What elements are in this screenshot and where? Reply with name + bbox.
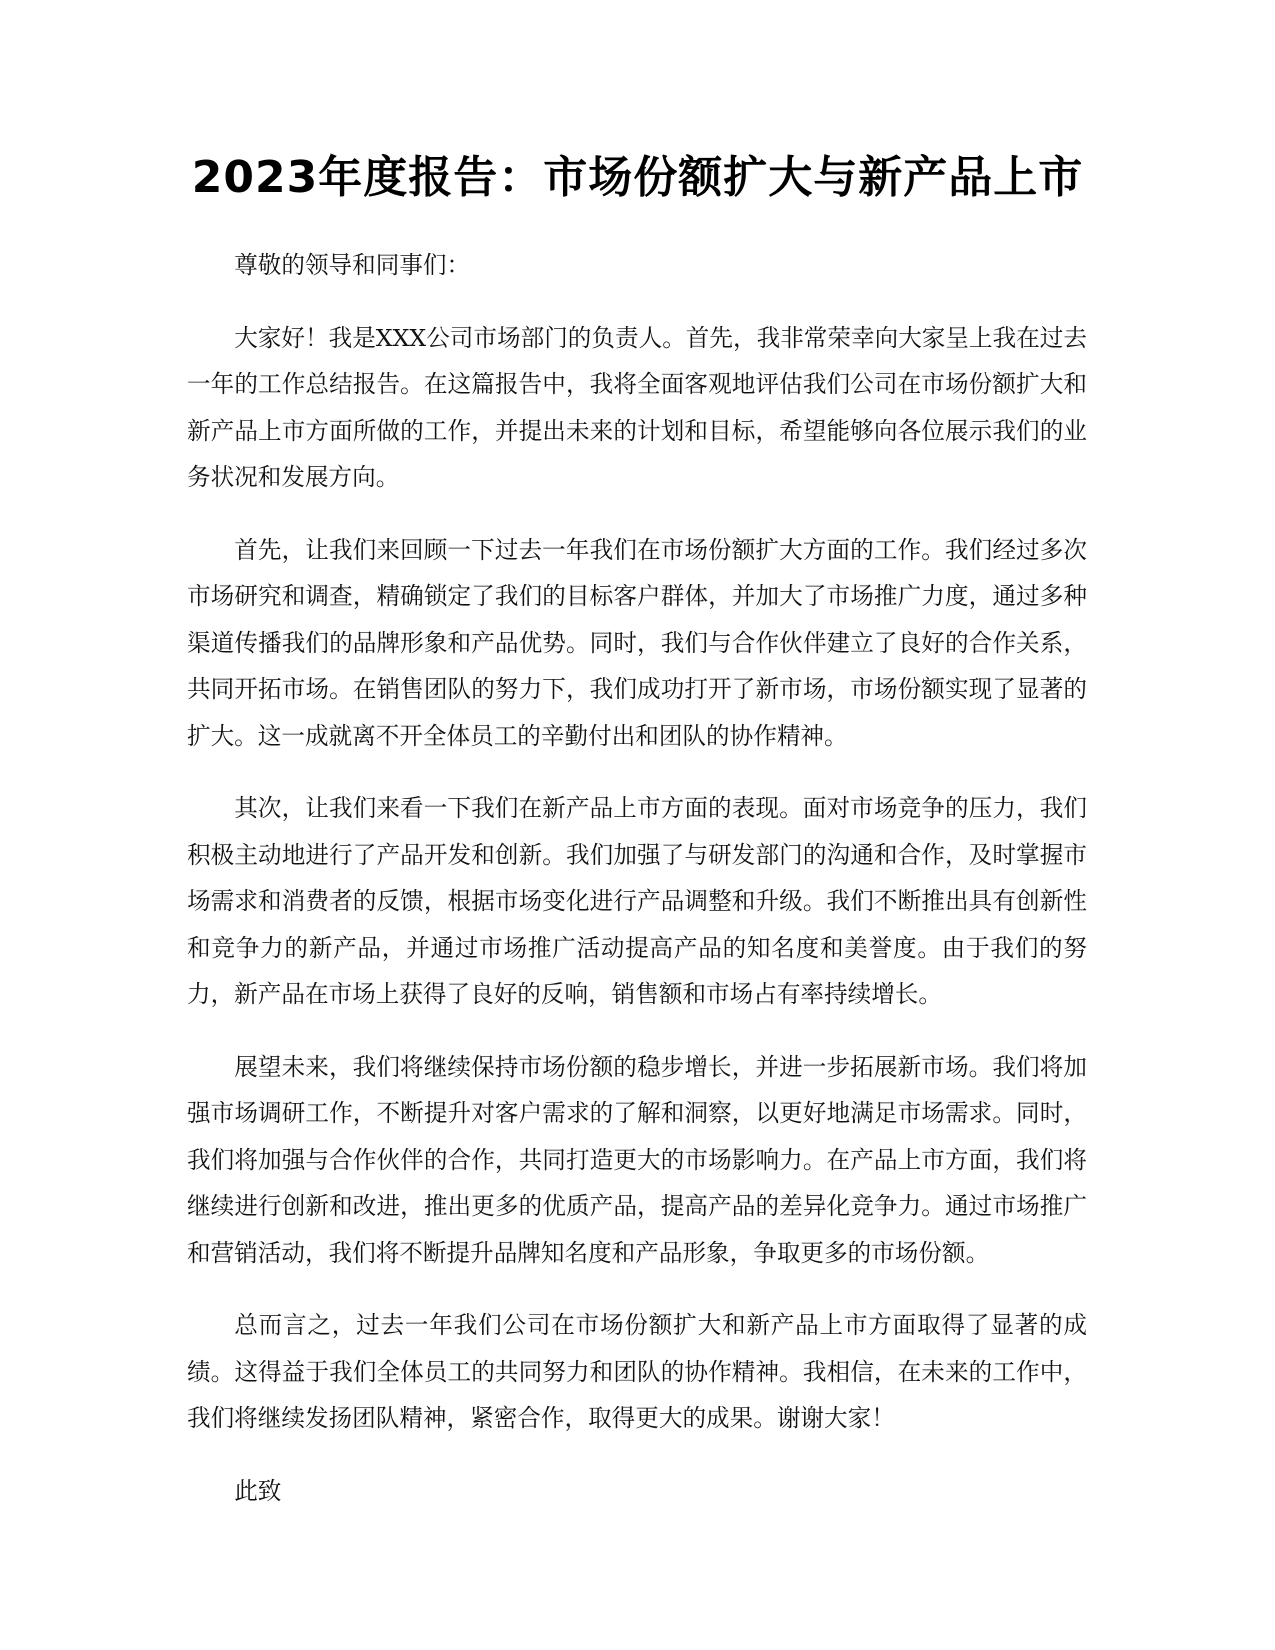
document-title: 2023年度报告：市场份额扩大与新产品上市 xyxy=(191,152,1084,203)
paragraph-summary: 总而言之，过去一年我们公司在市场份额扩大和新产品上市方面取得了显著的成绩。这得益于我们全体员工的共同努力和团队的协作精神。我相信，在未来的工作中，我们将继续发扬团队精神，紧密合作，取得更大的成果。谢谢大家！ xyxy=(187,1311,1087,1432)
salutation: 尊敬的领导和同事们： xyxy=(234,251,471,279)
paragraph-market-share: 首先，让我们来回顾一下过去一年我们在市场份额扩大方面的工作。我们经过多次市场研究和调查，精确锁定了我们的目标客户群体，并加大了市场推广力度，通过多种渠道传播我们的品牌形象和产品优势。同时，我们与合作伙伴建立了良好的合作关系，共同开拓市场。在销售团队的努力下，我们成功打开了新市场，市场份额实现了显著的扩大。这一成就离不开全体员工的辛勤付出和团队的协作精神。 xyxy=(187,535,1087,750)
closing: 此致 xyxy=(234,1476,282,1505)
paragraph-new-products: 其次，让我们来看一下我们在新产品上市方面的表现。面对市场竞争的压力，我们积极主动地进行了产品开发和创新。我们加强了与研发部门的沟通和合作，及时掌握市场需求和消费者的反馈，根据市场变化进行产品调整和升级。我们不断推出具有创新性和竞争力的新产品，并通过市场推广活动提高产品的知名度和美誉度。由于我们的努力，新产品在市场上获得了良好的反响，销售额和市场占有率持续增长。 xyxy=(187,794,1087,1008)
paragraph-outlook: 展望未来，我们将继续保持市场份额的稳步增长，并进一步拓展新市场。我们将加强市场调研工作，不断提升对客户需求的了解和洞察，以更好地满足市场需求。同时，我们将加强与合作伙伴的合作，共同打造更大的市场影响力。在产品上市方面，我们将继续进行创新和改进，推出更多的优质产品，提高产品的差异化竞争力。通过市场推广和营销活动，我们将不断提升品牌知名度和产品形象，争取更多的市场份额。 xyxy=(187,1052,1087,1267)
document-body xyxy=(187,242,1087,1540)
paragraph-intro: 大家好！我是XXX公司市场部门的负责人。首先，我非常荣幸向大家呈上我在过去一年的工作总结报告。在这篇报告中，我将全面客观地评估我们公司在市场份额扩大和新产品上市方面所做的工作，并提出未来的计划和目标，希望能够向各位展示我们的业务状况和发展方向。 xyxy=(187,323,1087,491)
